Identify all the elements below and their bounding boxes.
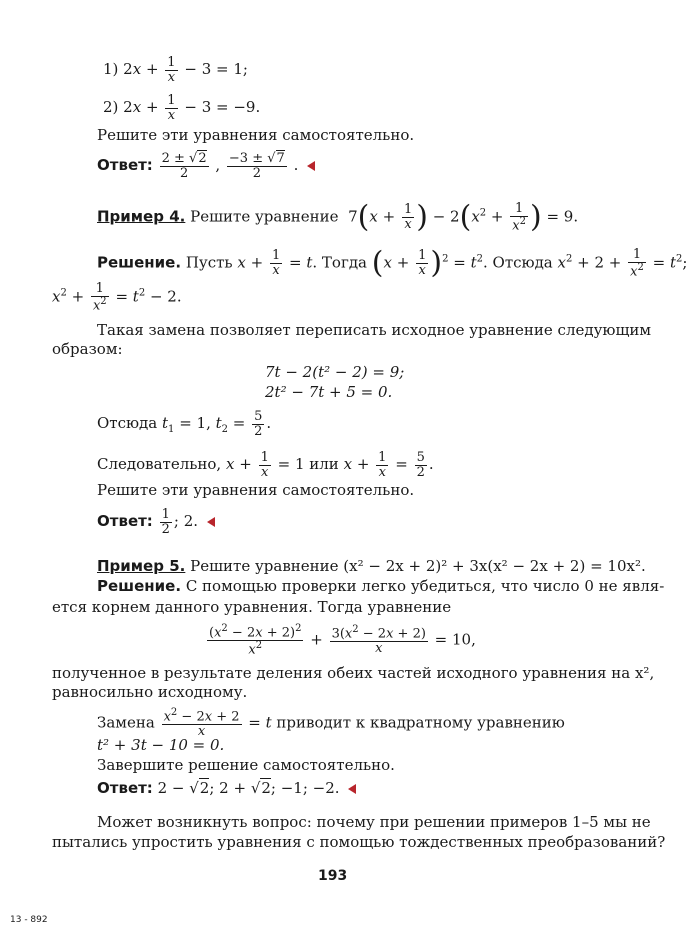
closing-question-1: Может возникнуть вопрос: почему при решении примеров 1–5 мы не bbox=[97, 813, 651, 831]
paragraph-1: Такая замена позволяет переписать исходное уравнение следующим bbox=[97, 321, 652, 339]
paragraph-1b: образом: bbox=[52, 340, 123, 358]
equation-4: 2t² − 7t + 5 = 0. bbox=[265, 383, 393, 401]
solution-5: Решение. С помощью проверки легко убедиться, что число 0 не явля- bbox=[97, 577, 665, 595]
consequently: Следовательно, x + $\frac{1}{x}$ = 1 или x + $\frac{1}{x}$ = $\frac{5}{2}$ . bbox=[97, 450, 434, 480]
print-code: 13 - 892 bbox=[10, 915, 48, 925]
answer-3: Ответ: 2 − √2; 2 + √2; −1; −2. bbox=[97, 778, 356, 798]
substitution: Замена $\frac{x^2 - 2x + 2}{x}$ = t приводит к квадратному уравнению bbox=[97, 707, 565, 739]
page-number: 193 bbox=[318, 868, 348, 884]
instruction-3: Завершите решение самостоятельно. bbox=[97, 756, 395, 774]
closing-question-2: пытались упростить уравнения с помощью тождественных преобразований? bbox=[52, 833, 666, 851]
solution-5-line3: полученное в результате деления обеих частей исходного уравнения на x², bbox=[52, 664, 655, 682]
answer-1: Ответ: $\frac{2 \pm √2}{2}$ , $\frac{-3 \pm √7}{2}$ . bbox=[97, 152, 315, 180]
answer-2: Ответ: $\frac{1}{2}$ ; 2. bbox=[97, 508, 215, 536]
solution-4-cont: $x^2$ + $\frac{1}{x^2}$ = $t^2 - 2$. bbox=[52, 281, 182, 313]
solution-5-line4: равносильно исходному. bbox=[52, 683, 248, 701]
roots-t: Отсюда $t_1 = 1$, $t_2$ = $\frac{5}{2}$ . bbox=[97, 409, 272, 439]
instruction-2: Решите эти уравнения самостоятельно. bbox=[97, 481, 415, 499]
equation-3: 7t − 2(t² − 2) = 9; bbox=[265, 363, 405, 381]
solution-5-line2: ется корнем данного уравнения. Тогда уравнение bbox=[52, 598, 452, 616]
end-marker-icon bbox=[207, 517, 215, 527]
example-5: Пример 5. Решите уравнение (x² − 2x + 2)² + 3x(x² − 2x + 2) = 10x². bbox=[97, 557, 646, 575]
instruction-1: Решите эти уравнения самостоятельно. bbox=[97, 126, 415, 144]
example-4: Пример 4. Решите уравнение 7(x + $\frac{1}{x}$ ) − $2(x^2$ + $\frac{1}{x^2}$ ) = 9. bbox=[97, 199, 579, 235]
equation-2: 2) 2x + $\frac{1}{x}$ − 3 = −9. bbox=[103, 93, 261, 123]
quadratic-equation: t² + 3t − 10 = 0. bbox=[97, 736, 225, 754]
end-marker-icon bbox=[348, 784, 356, 794]
end-marker-icon bbox=[307, 161, 315, 171]
equation-5: $\frac{(x^2 - 2x + 2)^2}{x^2}$ + $\frac{3(x^2 - 2x + 2)}{x}$ = 10, bbox=[209, 623, 476, 658]
solution-4: Решение. Пусть x + $\frac{1}{x}$ = t. Тогда (x + $\frac{1}{x}$ )$^2 = t^2$. Отсюда $x^2 + 2$ + $\frac{1}{x^2}$ = $t^2$; bbox=[97, 245, 688, 281]
equation-1: 1) 2x + $\frac{1}{x}$ − 3 = 1; bbox=[103, 55, 248, 85]
